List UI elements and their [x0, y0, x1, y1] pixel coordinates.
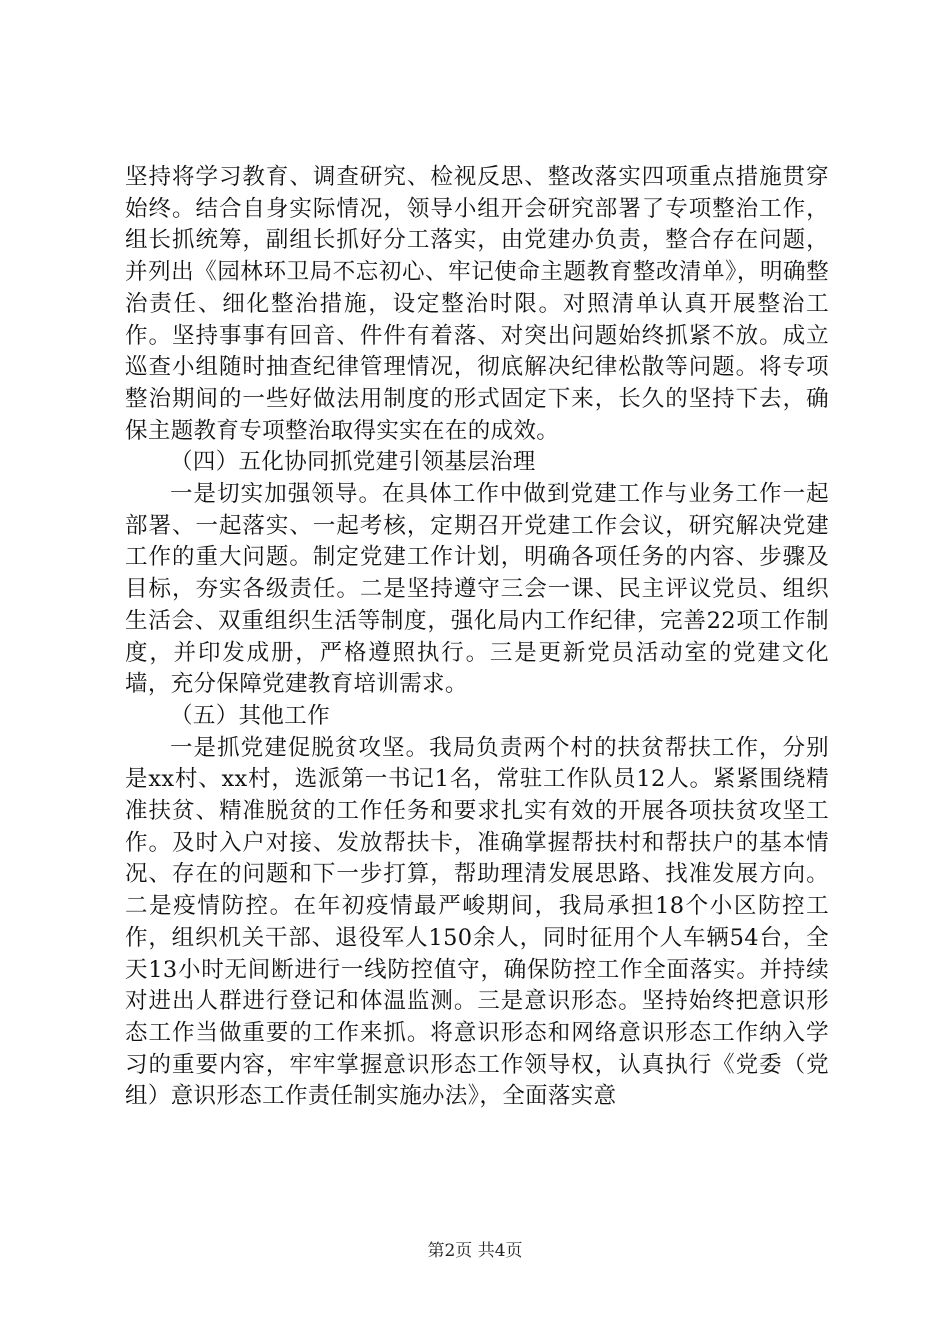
document-body — [125, 162, 829, 1113]
paragraph-other-work: 一是抓党建促脱贫攻坚。我局负责两个村的扶贫帮扶工作，分别是xx村、xx村，选派第一书记1名，常驻工作队员12人。紧紧围绕精准扶贫、精准脱贫的工作任务和要求扎实有效的开展各项扶贫攻坚工作。及时入户对接、发放帮扶卡，准确掌握帮扶村和帮扶户的基本情况、存在的问题和下一步打算，帮助理清发展思路、找准发展方向。二是疫情防控。在年初疫情最严峻期间，我局承担18个小区防控工作，组织机关干部、退役军人150余人，同时征用个人车辆54台，全天13小时无间断进行一线防控值守，确保防控工作全面落实。并持续对进出人群进行登记和体温监测。三是意识形态。坚持始终把意识形态工作当做重要的工作来抓。将意识形态和网络意识形态工作纳入学习的重要内容，牢牢掌握意识形态工作领导权，认真执行《党委（党组）意识形态工作责任制实施办法》，全面落实意 — [125, 734, 829, 1110]
section-heading-five: （五）其他工作 — [170, 702, 330, 729]
page-footer: 第2页 共4页 — [427, 1241, 523, 1261]
paragraph-continuation: 坚持将学习教育、调查研究、检视反思、整改落实四项重点措施贯穿始终。结合自身实际情况，领导小组开会研究部署了专项整治工作，组长抓统筹，副组长抓好分工落实，由党建办负责，整合存在问题，并列出《园林环卫局不忘初心、牢记使命主题教育整改清单》，明确整治责任、细化整治措施，设定整治时限。对照清单认真开展整治工作。坚持事事有回音、件件有着落、对突出问题始终抓紧不放。成立巡查小组随时抽查纪律管理情况，彻底解决纪律松散等问题。将专项整治期间的一些好做法用制度的形式固定下来，长久的坚持下去，确保主题教育专项整治取得实实在在的成效。 — [125, 164, 829, 444]
paragraph-leadership: 一是切实加强领导。在具体工作中做到党建工作与业务工作一起部署、一起落实、一起考核，定期召开党建工作会议，研究解决党建工作的重大问题。制定党建工作计划，明确各项任务的内容、步骤及目标，夯实各级责任。二是坚持遵守三会一课、民主评议党员、组织生活会、双重组织生活等制度，强化局内工作纪律，完善22项工作制度，并印发成册，严格遵照执行。三是更新党员活动室的党建文化墙，充分保障党建教育培训需求。 — [125, 481, 829, 698]
section-heading-four: （四）五化协同抓党建引领基层治理 — [170, 449, 536, 476]
